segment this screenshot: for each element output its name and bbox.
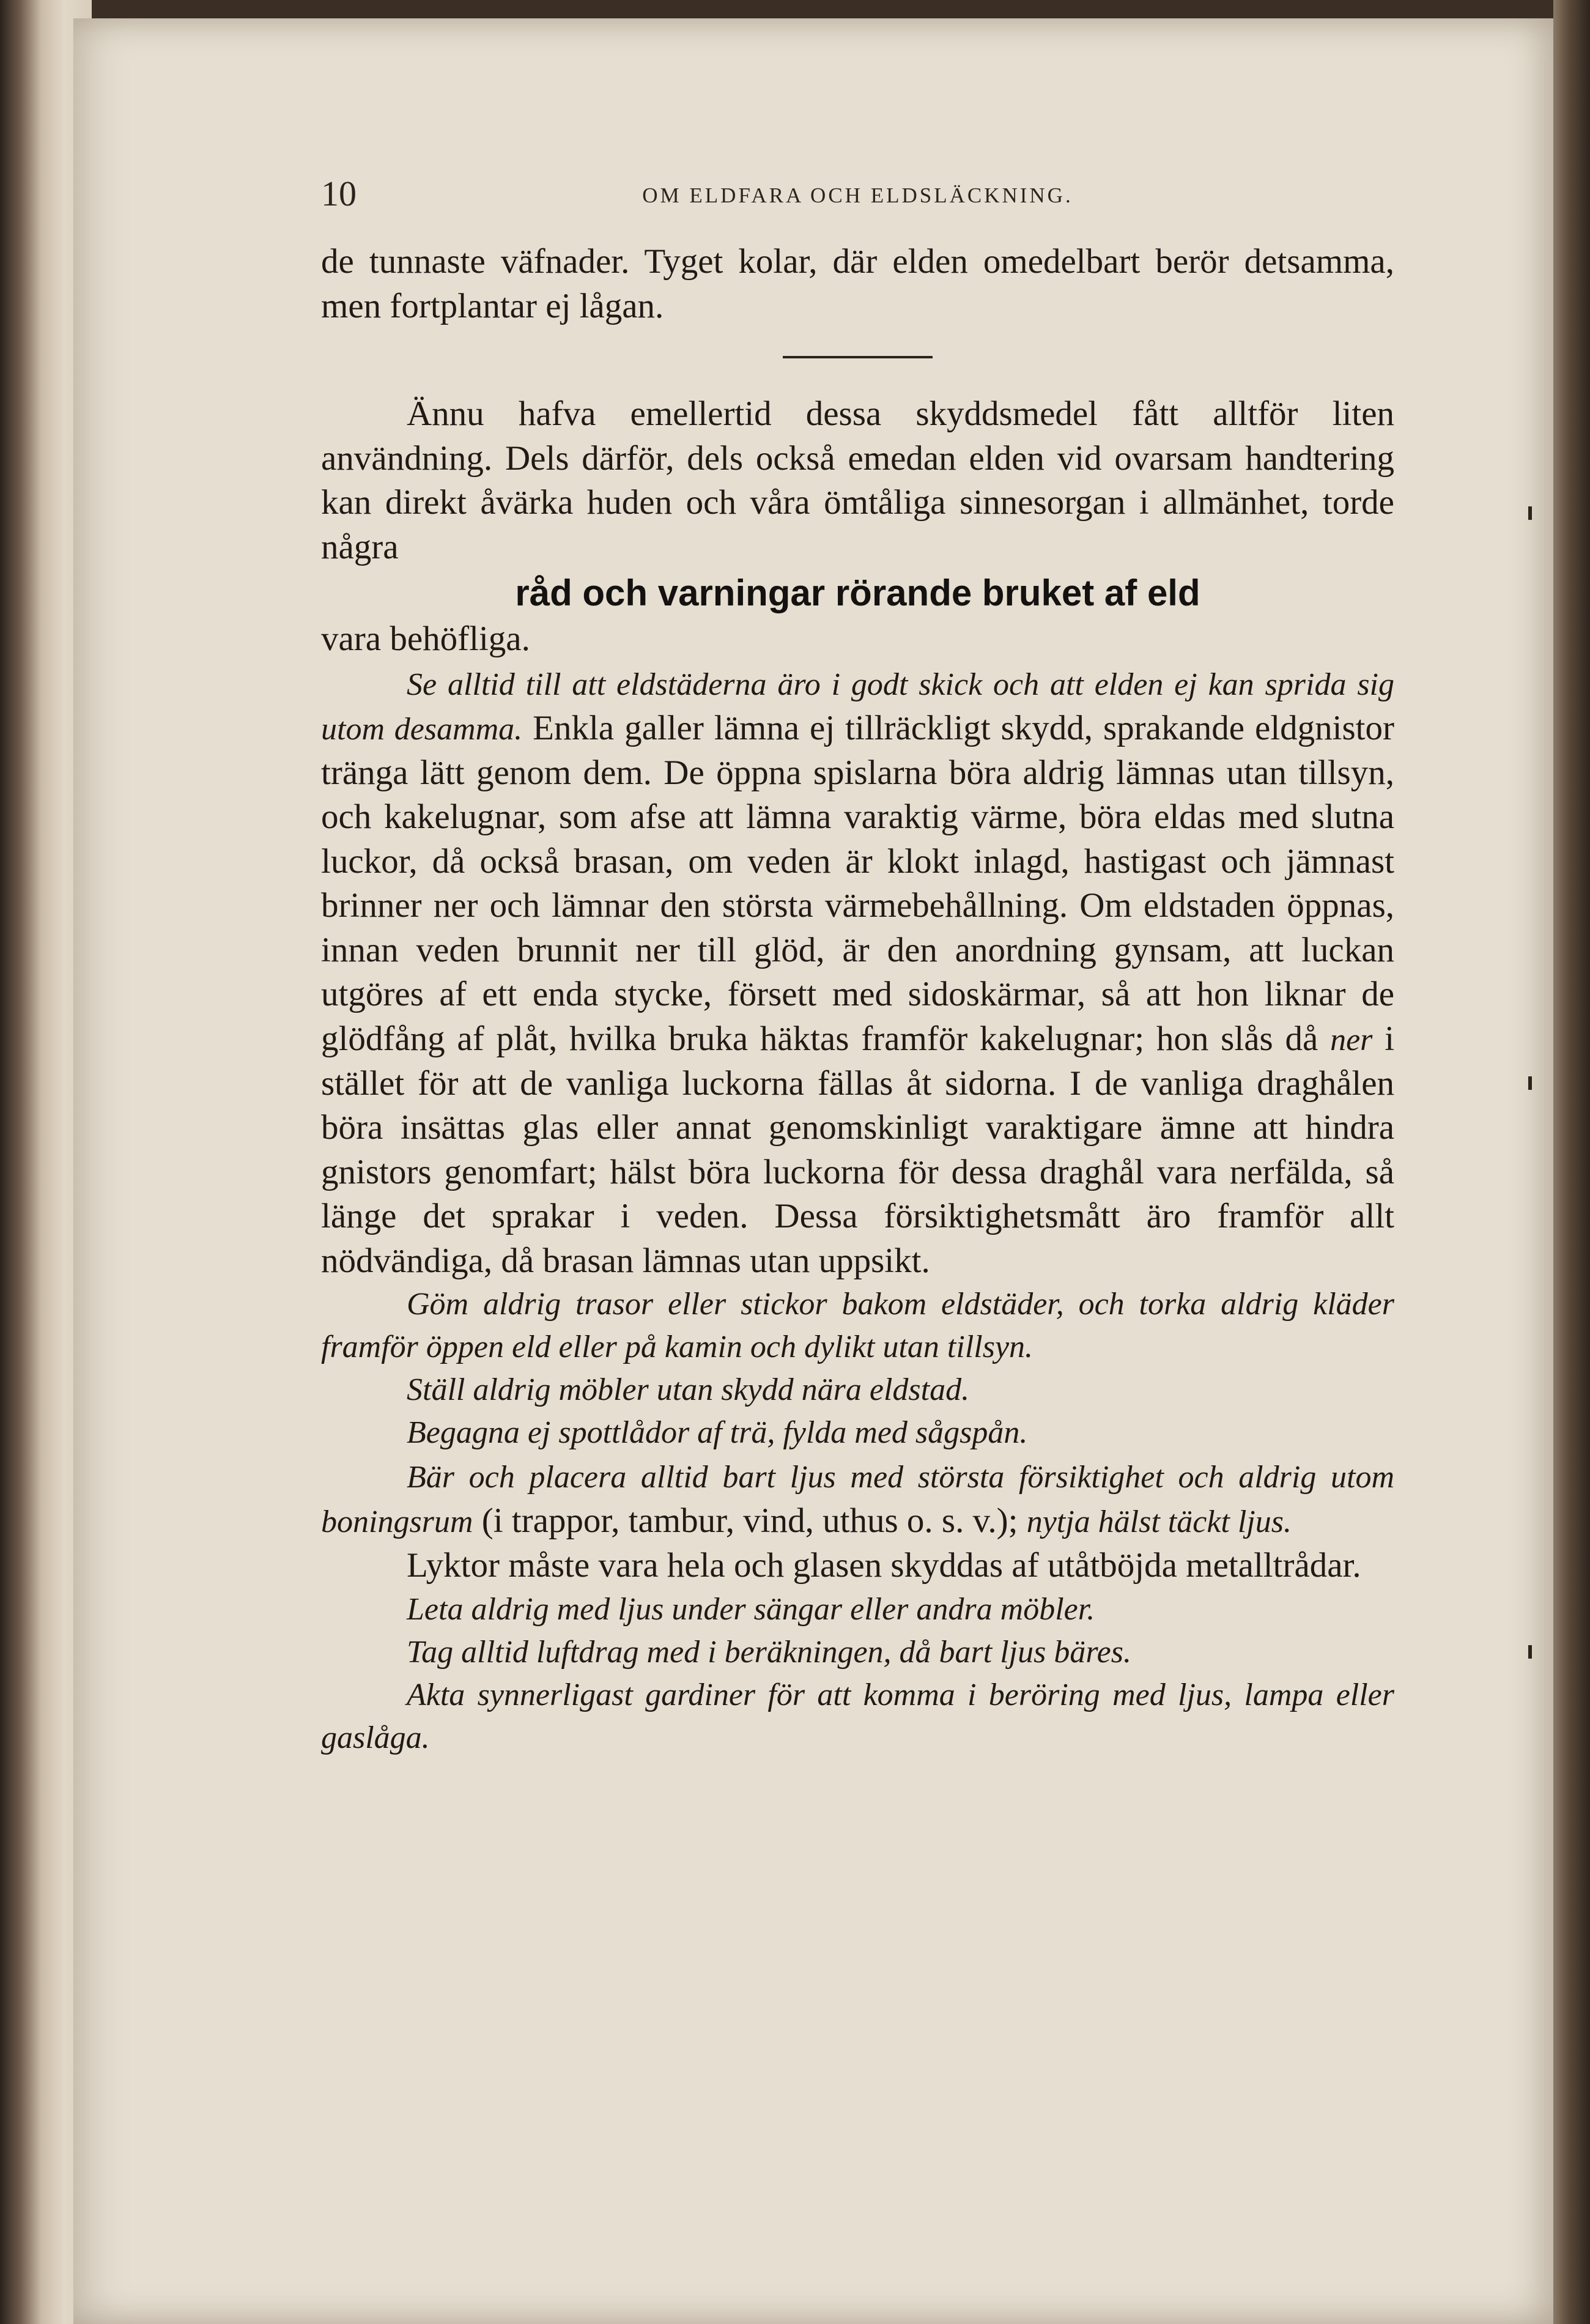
paragraph-1: de tunnaste väfnader. Tyget kolar, där elden omedelbart berör detsamma, men fortplantar ej lågan. (321, 242, 1394, 325)
paragraph-3-rest: i stället för att de vanliga luckorna fällas åt sidorna. I de vanliga draghålen böra insättas glas eller annat genomskinligt varaktigare ämne att hindra gnistors genomfart; hälst böra luckorna för dessa draghål vara nerfälda, så länge det sprakar i veden. Dessa försiktighetsmått äro framför allt nödvändiga, då brasan lämnas utan uppsikt. (321, 1019, 1395, 1280)
paragraph-6: Begagna ej spottlådor af trä, fylda med sågspån. (407, 1415, 1028, 1450)
page-edge-shadow (1553, 0, 1590, 2324)
margin-mark (1528, 1076, 1532, 1090)
section-divider (783, 356, 933, 358)
paragraph-4: Göm aldrig trasor eller stickor bakom eldstäder, och torka aldrig kläder framför öppen eld eller på kamin och dylikt utan tillsyn. (321, 1287, 1394, 1364)
paragraph-10: Tag alltid luftdrag med i beräkningen, då bart ljus bäres. (407, 1634, 1131, 1670)
stamped-heading: råd och varningar rörande bruket af eld (515, 572, 1200, 613)
running-title: OM ELDFARA OCH ELDSLÄCKNING. (642, 183, 1073, 207)
paragraph-8: Lyktor måste vara hela och glasen skyddas af utåtböjda metalltrådar. (407, 1546, 1361, 1585)
paragraph-3-text: Enkla galler lämna ej tillräckligt skydd, sprakande eldgnistor tränga lätt genom dem. De öppna spislarna böra aldrig lämnas utan tillsyn, och kakelugnar, som afse att lämna varaktig värme, böra eldas med slutna luckor, då också brasan, om veden är klokt inlagd, hastigast och jämnast brinner ner och lämnar den största värmebehållning. Om eldstaden öppnas, innan veden brunnit ner till glöd, är den anordning gynsam, att luckan utgöres af ett enda stycke, försett med sidoskärmar, så att hon liknar de glödfång af plåt, hvilka bruka häktas framför kakelugnar; hon slås då (321, 708, 1395, 1058)
paragraph-3-italic: Se alltid till att eldstäderna äro i godt skick och att elden ej kan sprida sig utom desamma. (321, 667, 1394, 747)
paragraph-3-ner: ner (1330, 1022, 1373, 1057)
page-number: 10 (321, 174, 357, 213)
paragraph-9: Leta aldrig med ljus under sängar eller andra möbler. (407, 1591, 1095, 1627)
paragraph-7-italic: Bär och placera alltid bart ljus med största försiktighet och aldrig utom boningsrum (321, 1460, 1394, 1539)
paragraph-2: Ännu hafva emellertid dessa skyddsmedel fått alltför liten användning. Dels därför, dels också emedan elden vid ovarsam handtering kan direkt åvärka huden och våra ömtåliga sinnesorgan i allmänhet, torde några (321, 394, 1394, 566)
paragraph-3 (321, 662, 1394, 1284)
paragraph-5: Ställ aldrig möbler utan skydd nära eldstad. (407, 1372, 970, 1407)
paragraph-7 (321, 1454, 1394, 1544)
margin-mark (1528, 506, 1532, 520)
paragraph-7-roman: (i trappor, tambur, vind, uthus o. s. v.); (473, 1501, 1027, 1540)
page-header (321, 172, 1394, 221)
paragraph-7-italic-2: nytja hälst täckt ljus. (1026, 1504, 1292, 1539)
body-text (321, 240, 1394, 1760)
paragraph-2-end: vara behöfliga. (321, 620, 530, 658)
margin-mark (1528, 1645, 1532, 1659)
paragraph-11: Akta synnerligast gardiner för att komma i beröring med ljus, lampa eller gaslåga. (321, 1677, 1394, 1755)
